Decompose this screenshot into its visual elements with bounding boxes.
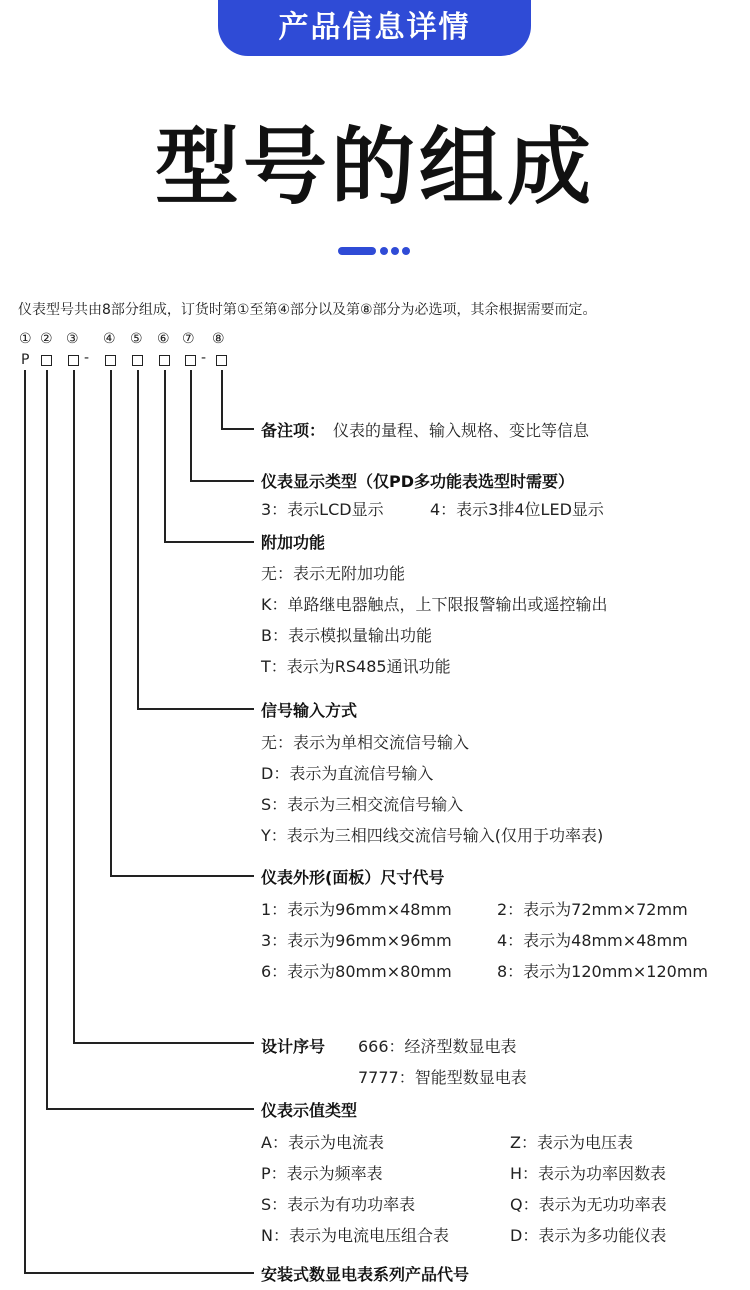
part-number-7: ⑦ xyxy=(182,331,195,347)
code-box-4 xyxy=(105,355,116,366)
value-type-item: Q：表示为无功功率表 xyxy=(510,1195,667,1214)
part-number-1: ① xyxy=(19,331,32,347)
code-dash-2: - xyxy=(201,350,207,366)
series-code-title: 安装式数显电表系列产品代号 xyxy=(261,1265,470,1284)
signal-input-item: 无：表示为单相交流信号输入 xyxy=(261,733,470,752)
signal-input-item: S：表示为三相交流信号输入 xyxy=(261,795,464,814)
remark-text: 仪表的量程、输入规格、变比等信息 xyxy=(333,421,590,440)
code-box-6 xyxy=(159,355,170,366)
code-box-5 xyxy=(132,355,143,366)
code-box-7 xyxy=(185,355,196,366)
part-number-6: ⑥ xyxy=(157,331,170,347)
title-divider-decoration xyxy=(338,246,418,256)
extra-function-item: B：表示模拟量输出功能 xyxy=(261,626,432,645)
panel-size-title: 仪表外形(面板）尺寸代号 xyxy=(261,868,445,887)
section-header-pill: 产品信息详情 xyxy=(218,0,531,56)
part-number-2: ② xyxy=(40,331,53,347)
part-number-3: ③ xyxy=(66,331,79,347)
code-box-8 xyxy=(216,355,227,366)
design-number-item: 7777：智能型数显电表 xyxy=(358,1068,527,1087)
value-type-item: S：表示为有功功率表 xyxy=(261,1195,416,1214)
part-number-4: ④ xyxy=(103,331,116,347)
display-type-title: 仪表显示类型（仅PD多功能表选型时需要） xyxy=(261,472,575,491)
page-title: 型号的组成 xyxy=(154,118,595,216)
part-number-8: ⑧ xyxy=(212,331,225,347)
value-type-item: Z：表示为电压表 xyxy=(510,1133,633,1152)
extra-function-item: 无：表示无附加功能 xyxy=(261,564,406,583)
panel-size-item: 6：表示为80mm×80mm xyxy=(261,962,452,981)
panel-size-item: 4：表示为48mm×48mm xyxy=(497,931,688,950)
code-box-2 xyxy=(41,355,52,366)
extra-function-title: 附加功能 xyxy=(261,533,326,552)
intro-text: 仪表型号共由8部分组成，订货时第①至第④部分以及第⑧部分为必选项，其余根据需要而定。 xyxy=(18,302,597,318)
design-number-item: 666：经济型数显电表 xyxy=(358,1037,517,1056)
code-prefix: P xyxy=(21,352,30,368)
signal-input-item: Y：表示为三相四线交流信号输入(仅用于功率表) xyxy=(261,826,604,845)
value-type-item: N：表示为电流电压组合表 xyxy=(261,1226,449,1245)
extra-function-item: T：表示为RS485通讯功能 xyxy=(261,657,451,676)
design-number-title: 设计序号 xyxy=(261,1037,326,1056)
value-type-title: 仪表示值类型 xyxy=(261,1101,358,1120)
signal-input-title: 信号输入方式 xyxy=(261,701,358,720)
panel-size-item: 3：表示为96mm×96mm xyxy=(261,931,452,950)
code-dash-1: - xyxy=(84,350,90,366)
panel-size-item: 2：表示为72mm×72mm xyxy=(497,900,688,919)
value-type-item: A：表示为电流表 xyxy=(261,1133,384,1152)
remark-label: 备注项： xyxy=(261,421,326,440)
panel-size-item: 1：表示为96mm×48mm xyxy=(261,900,452,919)
code-box-3 xyxy=(68,355,79,366)
signal-input-item: D：表示为直流信号输入 xyxy=(261,764,434,783)
value-type-item: P：表示为频率表 xyxy=(261,1164,383,1183)
display-type-item: 3：表示LCD显示 xyxy=(261,500,384,519)
value-type-item: D：表示为多功能仪表 xyxy=(510,1226,667,1245)
part-number-5: ⑤ xyxy=(130,331,143,347)
extra-function-item: K：单路继电器触点，上下限报警输出或遥控输出 xyxy=(261,595,608,614)
display-type-item: 4：表示3排4位LED显示 xyxy=(430,500,604,519)
panel-size-item: 8：表示为120mm×120mm xyxy=(497,962,709,981)
value-type-item: H：表示为功率因数表 xyxy=(510,1164,667,1183)
